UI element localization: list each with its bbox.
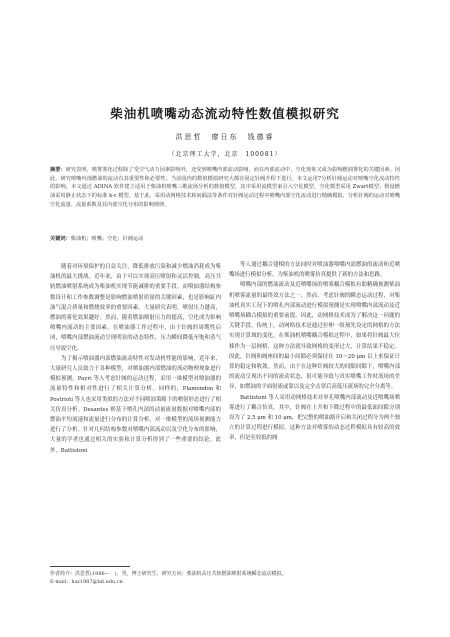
footnote-author: 作者简介：洪思哲(1986— )，男，博士研究生；研究方向：柴油机高压共轨燃油喷射系统瞬态流动模拟。	[50, 571, 287, 577]
affiliation: （北京理工大学，北京 100081）	[168, 151, 282, 158]
paragraph: 喷嘴内部的燃油流动及近喷嘴场的喷雾耦合模拟有助精确预测柴油机喷雾流量的最终效方法之一。然而，考虑针阀的瞬态运动过程，对柴油机真实工况下的喷孔内部流动进行模拟预测是实现喷嘴内部流动及近喷嘴场耦合模拟的重要前提。因此，动网格技术成为了解决这一问题的关键手段。传统上，动网格技术是通过拉伸一组预先设定的网格的方法实现计算域的变化。在柴油机喷嘴耦合模拟过程中，如果将针阀最大位移作为一层网格，这种方法就导致网格的变形过大，计算结果不稳定。因此，针阀和阀座间的最小间隙必须保持在 10～20 μm 以上来保证计算的稳定和收敛。然而，由于在这种针阀较大的间隙间隙下，喷嘴内部的流动呈现出不同的流动状态，很可能导致与真实喷嘴工作时流场的差异，如燃油的平面射流或靠以及完全击穿后高低压流场的完全分离等。	[229, 282, 400, 391]
footnote	[50, 570, 400, 586]
paragraph: 等人通过耦合建模的方法同时对喷油器喷嘴内部燃油的流动和近喷嘴场进行模拟分析，为柴油机的喷雾仿真提供了新的方法和思路。	[229, 262, 400, 279]
abstract-text: 研究表明，喷雾雾化过程除了受空气动力因素影响外，还受到喷嘴内部流动影响，而在内部流动中，空化现象又成为影响燃油雾化的关键因素。因此，研究喷嘴内部燃油的流动有其重要性和必要性。当前国内的数值模拟研究大都在固定针阀升程下进行。本文运用7分析针阀运动对喷嘴空化流动特性的影响。本文通过 ADINA 软件建立适用于柴油机喷嘴三维流场分析的数值模型，其中采用流模型来引入空化模型，空化模型采用 Zwart模型；假设燃油采用静止状态下的标准 k-ε 模型。基于此，采用动网格技术和间隔法等条件对针阀运动过程中喷嘴内部空化流动进行精确模拟，分析针阀的运动对喷嘴空化流量、流量系数及其内部空化分布的影响规律。	[50, 167, 400, 208]
keywords-label: 关键词：	[50, 236, 71, 242]
paragraph: 为了揭示喷油器内部燃油流动特性对发动机性能的影响，近年来，大量研究人员致力于各种模型，对喷油器内部燃油的流动物理现象进行模拟预测。Payri 等人考虑针阀的运动过程，采用一维模型对喷油器的流量特性和相对性进行了相关计算分析。同样的，Plamondon 和 Postrioti 等人也采用类似的方法对不同喷油策略下的喷射形态进行了相关仿真分析。Desantes 则基于喷孔内部的动量流量数据对喷嘴内部的燃油平均流速和流量进行分布的计算分析，对一维模型的流场预测能力进行了分析。针对几何结构参数对喷嘴内部流动以及空化分布的影响，大量的学者也通过相关的实验和计算分析得到了一些重要的结论。此外，Battistoni	[50, 355, 221, 454]
keywords	[50, 235, 400, 242]
paragraph: 随着对环境保护的日益关注，降低排放污染和减少燃油消耗成为柴油机的最大挑战。近年来，由于可以实现高压喷射和灵活控制，高压共轨燃油喷射系统成为柴油机实现节能减排的重要手段。而喷油器结构参数设计和工作参数调整是影响燃油喷射质量的关键因素，也是影响缸内油气混合质量和燃烧效率的重要因素。大量研究表明，喷射压力越高，燃油的雾化效果越好。然而，随着燃油喷射压力的提高，空化成为影响喷嘴内流动的主要因素。在喷油器工作过程中，由于针阀的周期性启闭，喷嘴内部燃油流动呈现明显的动态特性，压力瞬间降低至饱和蒸气压导致空化。	[50, 264, 221, 352]
keywords-text: 柴油机；喷嘴；空化；针阀运动	[70, 236, 144, 242]
paper-title: 柴油机喷嘴动态流动特性数值模拟研究	[110, 106, 340, 121]
authors: 洪思哲 廖日东 钱德睿	[175, 133, 275, 141]
paragraph: Battistoni 等人采用动网格技术对单孔喷嘴内部流动及近喷嘴场喷雾进行了耦合仿真。其中，针阀在上升和下降过程中的最低面间隙分别设为了 2.5 μm 和 10 μm，把完整的喷油器开启和关闭过程分为两个独立的计算过程进行模拟。这种方法对喷雾的动态过程模拟具有较高的效率，但是在较低的阀	[229, 394, 400, 442]
footnote-divider	[50, 566, 130, 567]
left-column	[50, 262, 221, 456]
abstract-label: 摘要：	[50, 167, 66, 173]
right-column	[229, 260, 400, 444]
footnote-email: E-mail：hsz1987@bit.edu.cn	[50, 579, 123, 585]
abstract	[50, 166, 400, 210]
